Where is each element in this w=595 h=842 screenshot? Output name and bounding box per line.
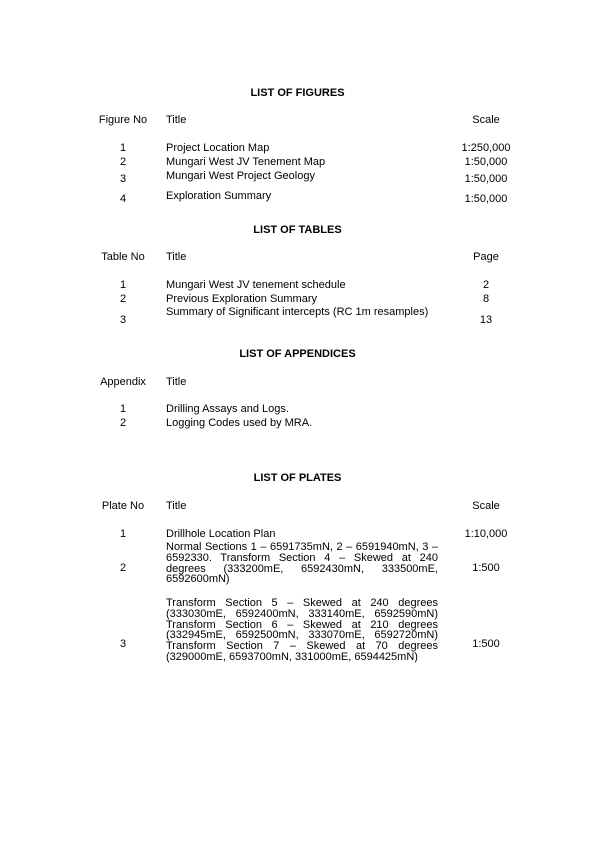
table-row-no: 2 [119,293,127,305]
plate-row-scale: 1:500 [472,562,500,574]
tables-col-no: Table No [101,251,145,263]
figure-row-scale: 1:50,000 [464,156,508,168]
plates-col-title: Title [166,500,187,512]
figures-heading: LIST OF FIGURES [250,87,345,99]
figures-col-no: Figure No [98,114,148,126]
figure-row-scale: 1:50,000 [464,173,508,185]
figure-row-scale: 1:250,000 [461,142,511,154]
table-row-page: 13 [479,314,493,326]
tables-col-page: Page [473,251,499,263]
plates-heading: LIST OF PLATES [253,472,342,484]
appendices-col-no: Appendix [100,376,146,388]
figure-row-title: Project Location Map [166,142,270,154]
figure-row-title: Mungari West JV Tenement Map [166,156,326,168]
figure-row-no: 4 [119,193,127,205]
tables-col-title: Title [166,251,187,263]
plate-row-scale: 1:10,000 [464,528,508,540]
figures-col-title: Title [166,114,187,126]
table-row-title: Mungari West JV tenement schedule [166,279,346,291]
table-row-title: Previous Exploration Summary [166,293,318,305]
plate-row-no: 1 [119,528,127,540]
appendix-row-no: 2 [119,417,127,429]
plates-col-scale: Scale [472,500,500,512]
appendix-row-title: Drilling Assays and Logs. [166,403,289,415]
table-row-page: 2 [482,279,490,291]
plate-row-title: Normal Sections 1 – 6591735mN, 2 – 6591940mN, 3 – 6592330. Transform Section 4 – Skewed at 240 degrees (333200mE, 6592430mN, 333500mE, 6592600mN) [166,541,438,586]
appendices-col-title: Title [166,376,187,388]
appendices-heading: LIST OF APPENDICES [239,348,356,360]
table-row-title: Summary of Significant intercepts (RC 1m resamples) [166,306,429,318]
figure-row-no: 2 [119,156,127,168]
table-row-no: 3 [119,314,127,326]
plate-row-title: Drillhole Location Plan [166,528,276,540]
plate-row-title: Transform Section 5 – Skewed at 240 degrees (333030mE, 6592400mN, 333140mE, 6592590mN) Transform Section 6 – Skewed at 210 degrees (332945mE, 6592500mN, 333070mE, 6592720mN) Transform Section 7 – Skewed at 70 degrees (329000mE, 6593700mN, 331000mE, 6594425mN) [166,597,438,663]
figure-row-scale: 1:50,000 [464,193,508,205]
tables-heading: LIST OF TABLES [253,224,342,236]
appendix-row-title: Logging Codes used by MRA. [166,417,313,429]
table-row-no: 1 [119,279,127,291]
plate-row-no: 2 [119,562,127,574]
figure-row-no: 3 [119,173,127,185]
plate-row-scale: 1:500 [472,638,500,650]
figure-row-no: 1 [119,142,127,154]
appendix-row-no: 1 [119,403,127,415]
plates-col-no: Plate No [101,500,145,512]
table-row-page: 8 [482,293,490,305]
figures-col-scale: Scale [472,114,500,126]
plate-row-no: 3 [119,638,127,650]
figure-row-title: Exploration Summary [166,190,272,202]
figure-row-title: Mungari West Project Geology [166,170,315,182]
